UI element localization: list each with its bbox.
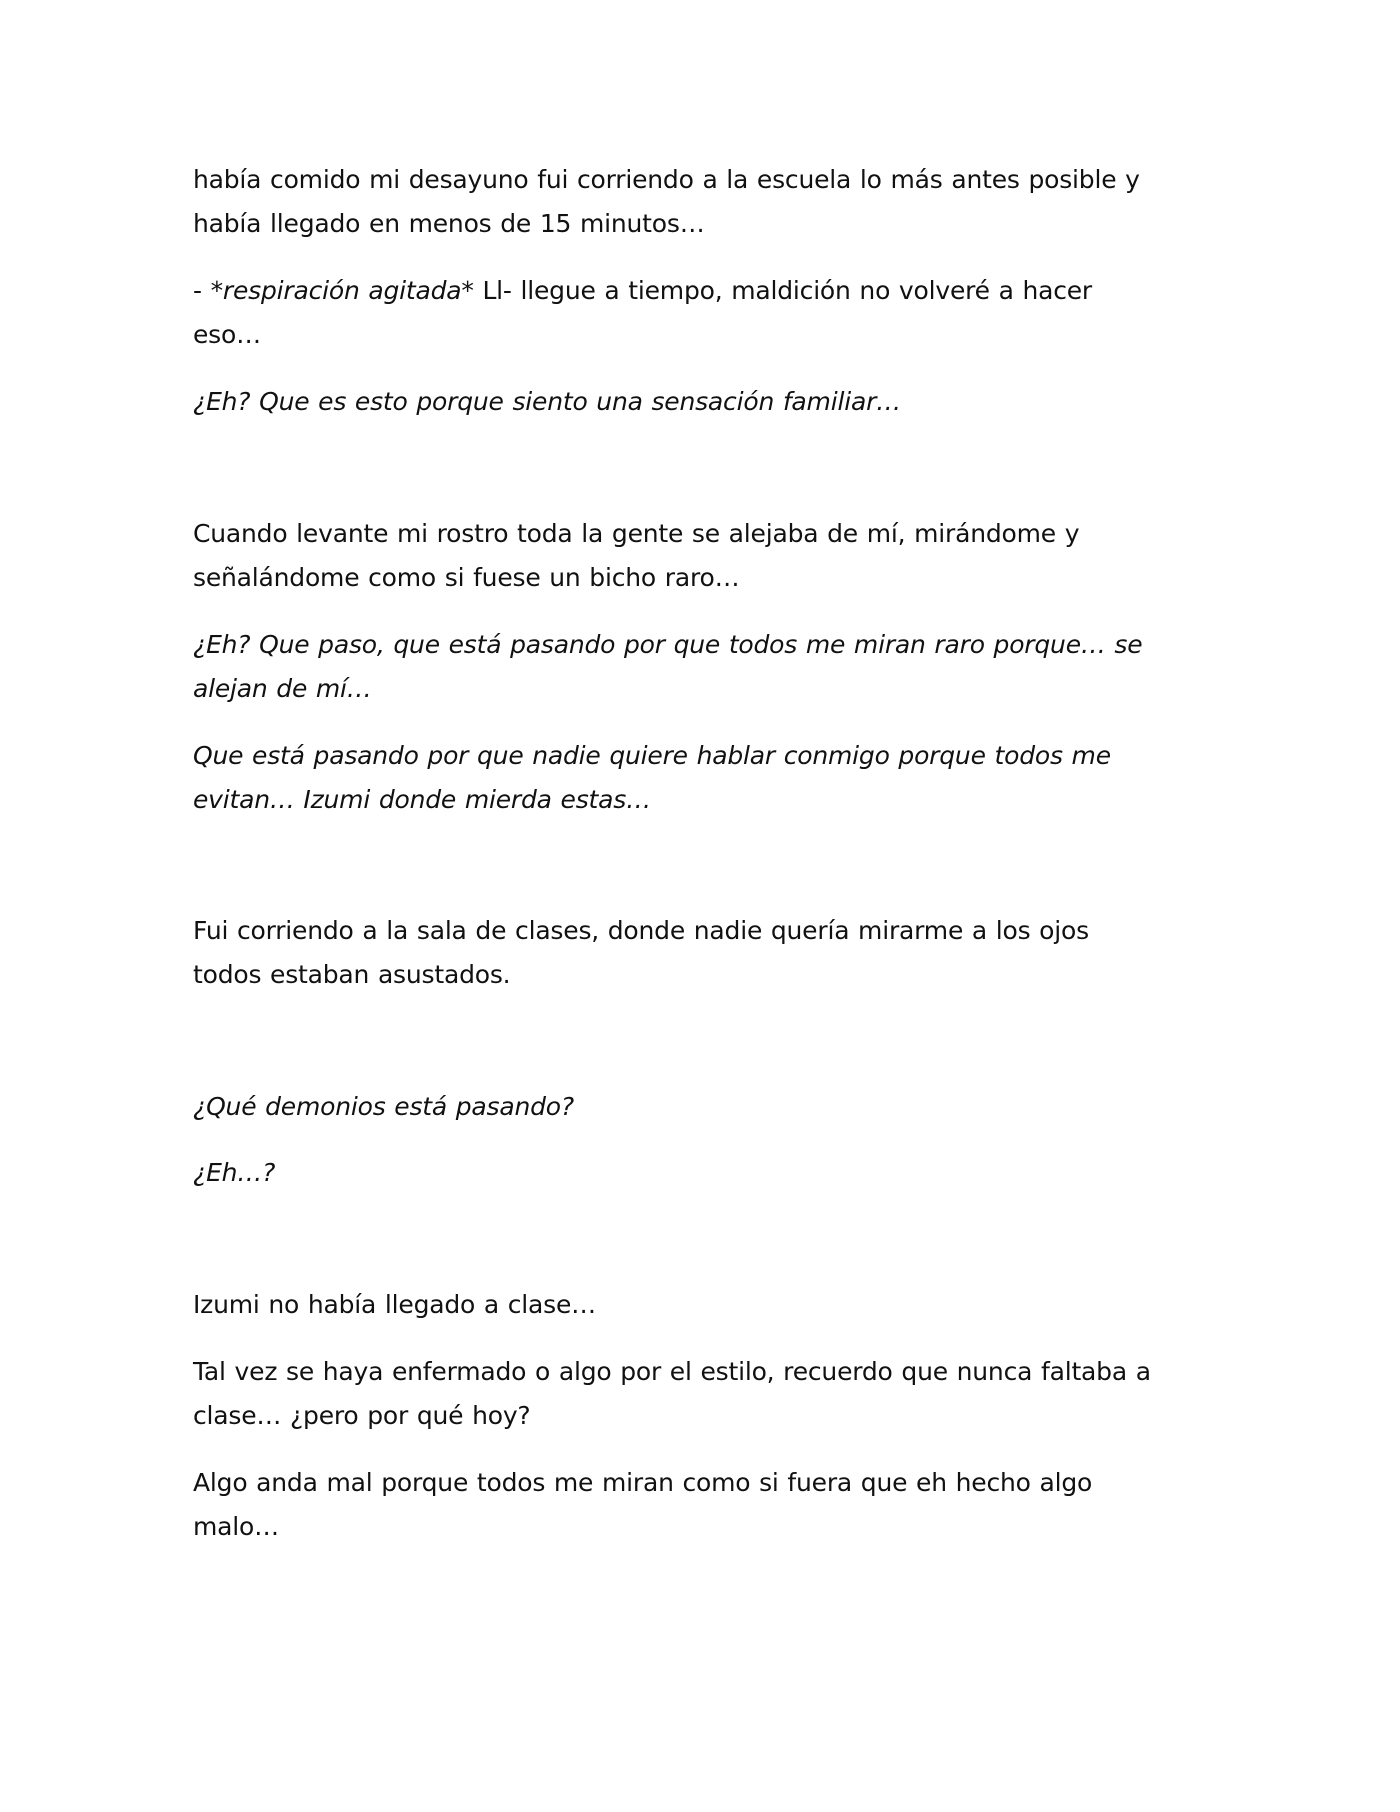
narration-paragraph: había comido mi desayuno fui corriendo a la escuela lo más antes posible y había llegado en menos de 15 minutos… [193, 165, 1140, 238]
dialogue-text: Ll- llegue a tiempo, maldición no volveré a hacer eso… [193, 276, 1093, 349]
thought-paragraph: ¿Eh? Que paso, que está pasando por que todos me miran raro porque… se alejan de mí… [193, 630, 1143, 703]
thought-paragraph: ¿Eh? Que es esto porque siento una sensación familiar… [193, 387, 901, 416]
thought-paragraph: Que está pasando por que nadie quiere hablar conmigo porque todos me evitan… Izumi donde mierda estas… [193, 741, 1111, 814]
narration-paragraph: Tal vez se haya enfermado o algo por el estilo, recuerdo que nunca faltaba a clase… ¿pero por qué hoy? [193, 1357, 1151, 1430]
narration-paragraph: Fui corriendo a la sala de clases, donde nadie quería mirarme a los ojos todos estaban asustados. [193, 916, 1089, 989]
narration-paragraph: Algo anda mal porque todos me miran como si fuera que eh hecho algo malo… [193, 1468, 1093, 1541]
dialogue-dash: - [193, 276, 211, 305]
narration-paragraph: Cuando levante mi rostro toda la gente se alejaba de mí, mirándome y señalándome como si fuese un bicho raro… [193, 519, 1080, 592]
dialogue-paragraph [193, 269, 1153, 357]
narration-paragraph: Izumi no había llegado a clase… [193, 1290, 596, 1319]
action-emphasis: *respiración agitada* [210, 276, 474, 305]
thought-paragraph: ¿Eh…? [193, 1158, 276, 1187]
thought-paragraph: ¿Qué demonios está pasando? [193, 1092, 574, 1121]
